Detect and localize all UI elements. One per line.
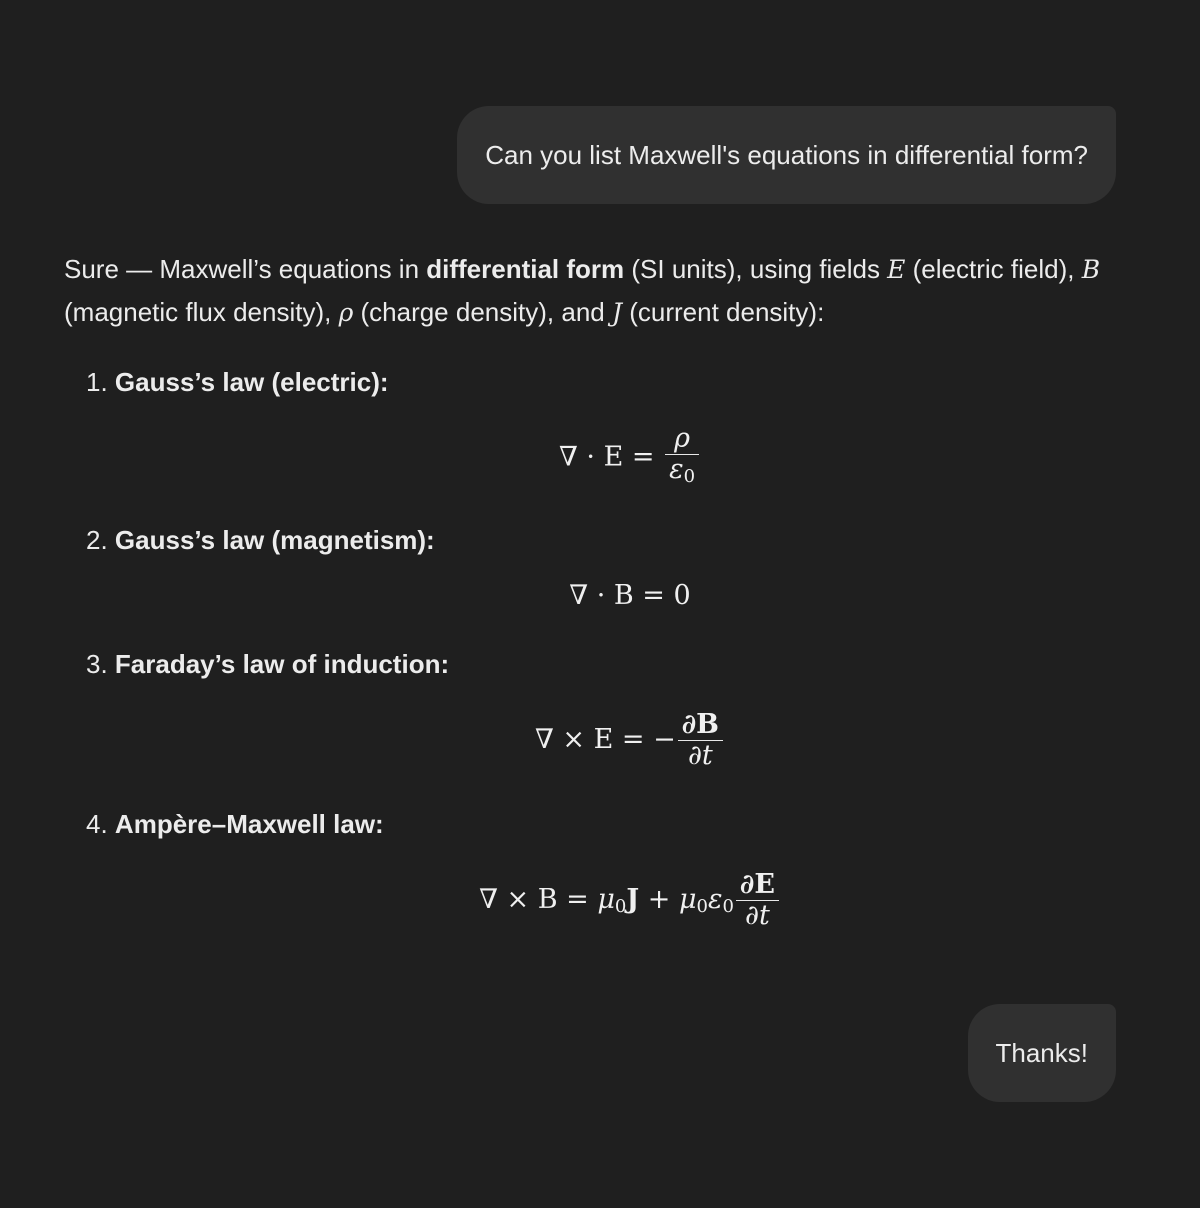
equation-gauss-magnetism	[0, 580, 1200, 611]
math-var-j: J	[611, 298, 622, 327]
user-message-text: Thanks!	[995, 1038, 1088, 1068]
eq-subscript: 0	[722, 896, 734, 917]
eq-fraction	[678, 710, 723, 771]
eq-numerator: ∂E	[736, 870, 779, 901]
eq-plus: +	[639, 884, 679, 915]
list-number: 3.	[86, 649, 108, 679]
math-var-rho: ρ	[338, 298, 354, 327]
user-message-text: Can you list Maxwell's equations in differential form?	[485, 140, 1088, 170]
intro-text: (SI units), using fields	[624, 254, 888, 284]
assistant-intro	[64, 248, 1124, 334]
list-number: 2.	[86, 525, 108, 555]
intro-text: (magnetic flux density),	[64, 297, 339, 327]
math-var-b: B	[1081, 255, 1101, 284]
intro-bold: differential form	[426, 254, 625, 284]
eq-j: J	[626, 884, 640, 915]
math-var-e: E	[887, 255, 906, 284]
list-item	[86, 807, 384, 841]
intro-text: (electric field),	[905, 254, 1082, 284]
list-item-title: Gauss’s law (magnetism):	[114, 525, 435, 555]
list-number: 4.	[86, 809, 108, 839]
intro-text: (current density):	[622, 297, 825, 327]
list-item-title: Faraday’s law of induction:	[114, 649, 450, 679]
eq-lhs: ∇ × E = −	[534, 724, 676, 755]
intro-text: (charge density), and	[353, 297, 612, 327]
list-item	[86, 523, 435, 557]
intro-text: Sure — Maxwell’s equations in	[64, 254, 427, 284]
equation-faraday	[0, 710, 1200, 771]
eq-subscript: 0	[683, 466, 696, 487]
list-item-title: Ampère–Maxwell law:	[114, 809, 384, 839]
eq-mu: μ	[678, 884, 697, 915]
equation-ampere-maxwell	[0, 870, 1200, 931]
user-message-bubble	[968, 1004, 1117, 1102]
eq-lhs: ∇ × B =	[479, 884, 598, 915]
eq-fraction	[665, 424, 699, 492]
user-message-bubble	[457, 106, 1116, 204]
eq-subscript: 0	[696, 896, 708, 917]
eq-lhs: ∇ · E =	[558, 441, 664, 473]
eq-numerator: ∂B	[678, 710, 723, 741]
eq-text: ∇ · B = 0	[569, 580, 691, 611]
eq-denominator: ∂t	[745, 900, 770, 931]
eq-subscript: 0	[614, 896, 627, 917]
list-number: 1.	[86, 367, 108, 397]
assistant-message	[64, 248, 1124, 334]
equation-gauss-electric	[0, 424, 1200, 492]
eq-denominator: ε	[669, 454, 684, 485]
eq-denominator: ∂t	[687, 740, 713, 771]
eq-fraction	[736, 870, 779, 931]
eq-epsilon: ε	[707, 884, 723, 915]
list-item-title: Gauss’s law (electric):	[114, 367, 389, 397]
list-item	[86, 647, 449, 681]
eq-numerator: ρ	[665, 424, 699, 455]
list-item	[86, 365, 389, 399]
eq-mu: μ	[597, 884, 615, 915]
